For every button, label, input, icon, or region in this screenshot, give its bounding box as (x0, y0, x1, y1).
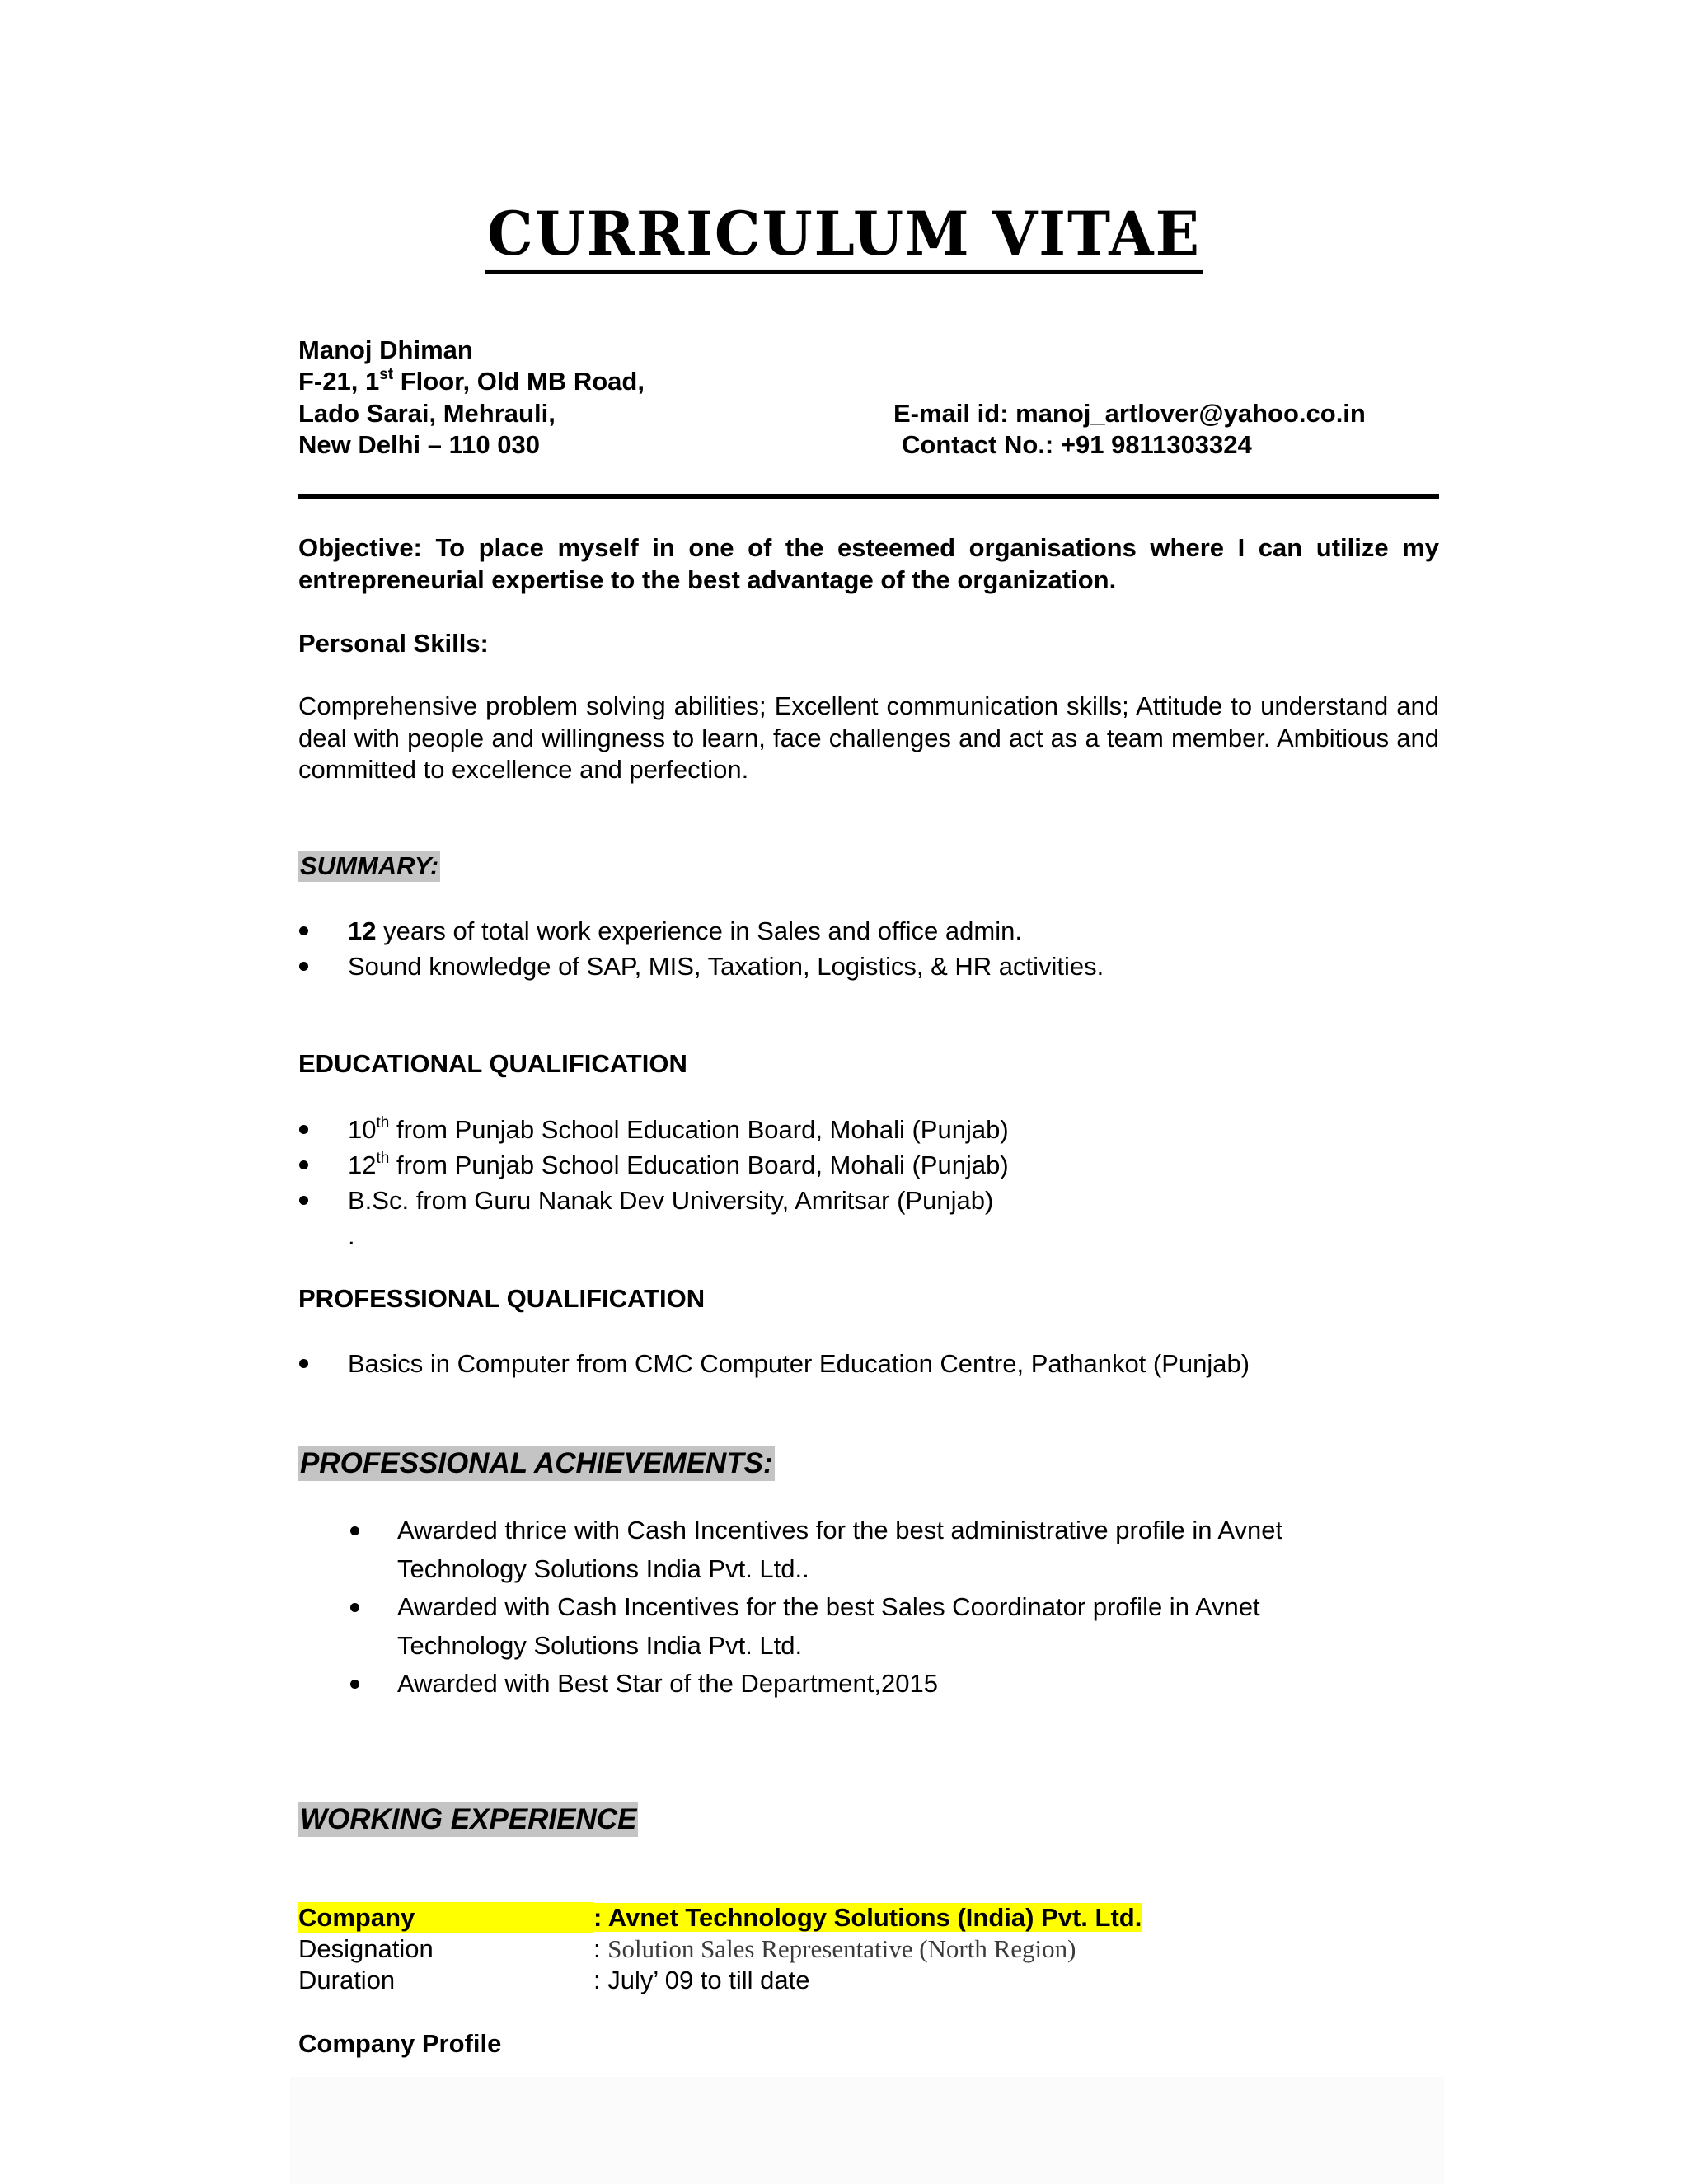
duration-label: Duration (298, 1966, 396, 1994)
summary-heading: SUMMARY: (300, 851, 439, 880)
list-item: Awarded with Best Star of the Department,2015 (397, 1665, 1282, 1704)
list-item: 12th from Punjab School Education Board, Mohali (Punjab) (348, 1147, 1009, 1183)
header-divider (298, 494, 1439, 499)
designation-value-row: : Solution Sales Representative (North Region) (593, 1934, 1076, 1963)
experience-heading: WORKING EXPERIENCE (300, 1803, 637, 1835)
list-item: Sound knowledge of SAP, MIS, Taxation, Logistics, & HR activities. (348, 949, 1104, 984)
bullet-icon (350, 1680, 359, 1689)
list-item: 12 years of total work experience in Sales and office admin. (348, 913, 1104, 949)
list-item: 10th from Punjab School Education Board, Mohali (Punjab) (348, 1112, 1009, 1147)
document-title-row (0, 197, 1688, 272)
list-item: Awarded with Cash Incentives for the best Sales Coordinator profile in Avnet (397, 1588, 1282, 1627)
achievements-heading: PROFESSIONAL ACHIEVEMENTS: (300, 1447, 773, 1479)
achievements-list (397, 1511, 1282, 1704)
company-label: Company (298, 1902, 593, 1933)
summary-heading-row (298, 851, 440, 882)
document-title: CURRICULUM VITAE (485, 199, 1203, 274)
summary-list (348, 913, 1104, 984)
address-line-3: New Delhi – 110 030 (298, 430, 540, 459)
address-line-2: Lado Sarai, Mehrauli, (298, 399, 556, 428)
designation-label: Designation (298, 1934, 434, 1963)
contact-number: Contact No.: +91 9811303324 (902, 430, 1252, 459)
list-item-continuation: Technology Solutions India Pvt. Ltd. (397, 1630, 803, 1660)
professional-qualification-list (348, 1346, 1250, 1381)
company-profile-heading: Company Profile (298, 2029, 502, 2058)
bullet-icon (299, 1196, 308, 1205)
experience-heading-row (298, 1802, 638, 1837)
personal-skills-heading: Personal Skills: (298, 629, 489, 658)
bullet-icon (299, 962, 308, 971)
bullet-icon (350, 1603, 359, 1612)
bullet-icon (299, 1125, 308, 1134)
designation-value: Solution Sales Representative (North Region) (607, 1934, 1076, 1963)
bullet-icon (299, 1160, 308, 1169)
list-item: Basics in Computer from CMC Computer Education Centre, Pathankot (Punjab) (348, 1346, 1250, 1381)
company-value: : Avnet Technology Solutions (India) Pvt. Ltd. (593, 1903, 1142, 1932)
duration-value: : July’ 09 to till date (593, 1966, 810, 1994)
email: E-mail id: manoj_artlover@yahoo.co.in (893, 399, 1366, 428)
list-item: B.Sc. from Guru Nanak Dev University, Amritsar (Punjab) (348, 1183, 1009, 1218)
bullet-icon (299, 926, 308, 935)
page-bottom-tint (290, 2077, 1444, 2184)
objective: Objective: To place myself in one of the esteemed organisations where I can utilize my entrepreneurial expertise to the best advantage of the organization. (298, 533, 1439, 594)
list-item-continuation: Technology Solutions India Pvt. Ltd.. (397, 1554, 809, 1583)
education-heading: EDUCATIONAL QUALIFICATION (298, 1049, 687, 1078)
professional-qualification-heading: PROFESSIONAL QUALIFICATION (298, 1284, 706, 1313)
company-label-row (298, 1902, 1142, 1933)
personal-skills-text: Comprehensive problem solving abilities; Excellent communication skills; Attitude to understand and deal with people and willingness to learn, face challenges and act as a team member. Ambitious and committed to excellence and perfection. (298, 691, 1439, 784)
list-item-trailing: . (348, 1221, 355, 1250)
bullet-icon (299, 1359, 308, 1368)
address-line-1: F-21, 1st Floor, Old MB Road, (298, 365, 645, 396)
candidate-name: Manoj Dhiman (298, 335, 473, 364)
education-list (348, 1112, 1009, 1254)
bullet-icon (350, 1526, 359, 1535)
list-item: Awarded thrice with Cash Incentives for the best administrative profile in Avnet (397, 1511, 1282, 1550)
achievements-heading-row (298, 1446, 775, 1481)
